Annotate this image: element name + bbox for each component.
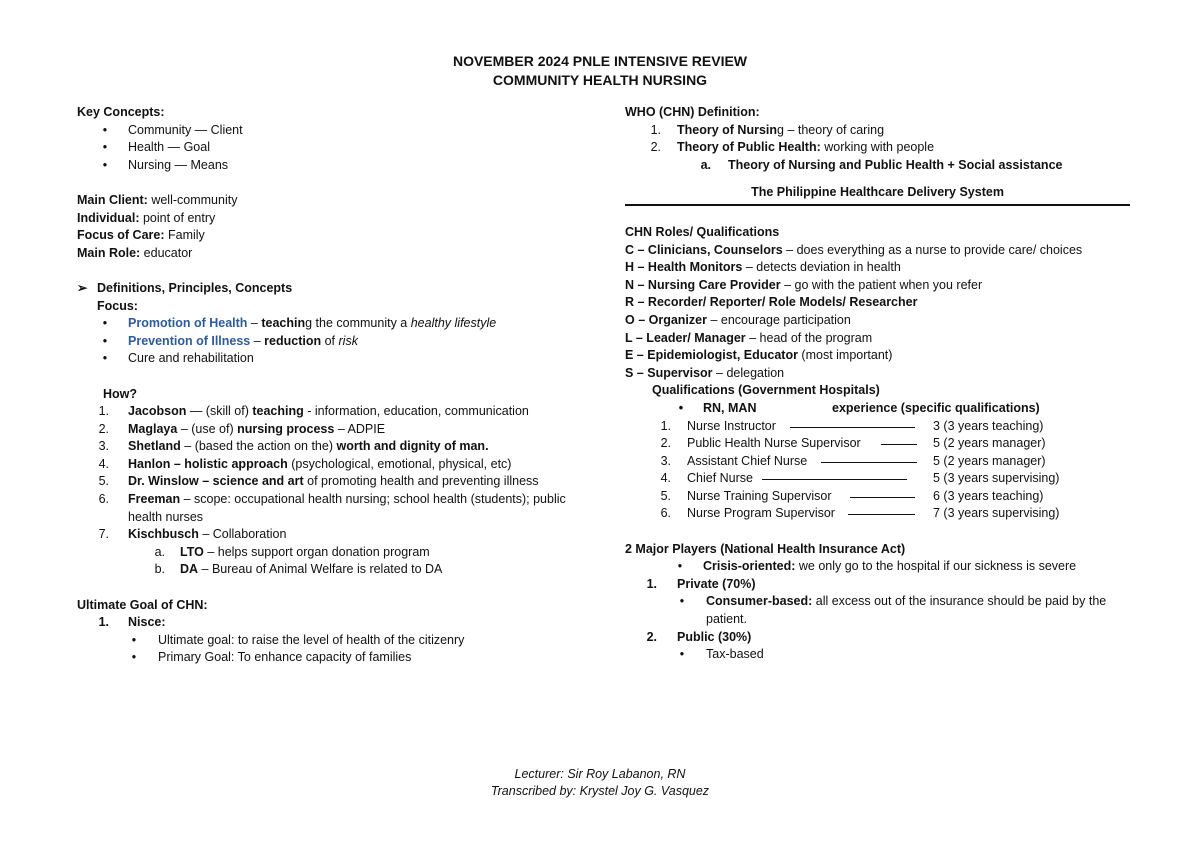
- key-concepts-heading: Key Concepts:: [77, 105, 165, 119]
- left-column: [77, 104, 577, 667]
- focus-line: Focus of Care: Family: [77, 228, 205, 243]
- list-item: 2. Public (30%): [646, 629, 752, 644]
- list-item: • Consumer-based: all excess out of the insurance should be paid by the patient.: [679, 594, 1107, 627]
- position-row: 6. Nurse Program Supervisor 7 (3 years supervising): [660, 506, 1060, 521]
- list-item: • Community — Client: [102, 122, 243, 137]
- list-item: 1. Theory of Nursing – theory of caring: [650, 122, 885, 137]
- role-item: S – Supervisor – delegation: [625, 365, 785, 380]
- transcriber-credit: Transcribed by: Krystel Joy G. Vasquez: [490, 784, 710, 798]
- list-item: • Tax-based: [679, 647, 764, 662]
- qualifications-heading: Qualifications (Government Hospitals): [652, 383, 880, 398]
- position-row: 4. Chief Nurse 5 (3 years supervising): [660, 471, 1060, 486]
- role-item: H – Health Monitors – detects deviation in health: [625, 260, 901, 275]
- qualifications-subheading: • RN, MAN experience (specific qualifications): [678, 400, 1040, 415]
- list-item: • Primary Goal: To enhance capacity of families: [131, 650, 412, 665]
- list-item: b. DA – Bureau of Animal Welfare is related to DA: [154, 562, 443, 577]
- list-item: 4. Hanlon – holistic approach (psychological, emotional, physical, etc): [98, 456, 512, 471]
- list-item: 1. Jacobson — (skill of) teaching - information, education, communication: [98, 404, 529, 419]
- definitions-heading: ➢ Definitions, Principles, Concepts: [77, 280, 577, 298]
- list-item: 5. Dr. Winslow – science and art of promoting health and preventing illness: [98, 474, 539, 489]
- who-heading: WHO (CHN) Definition:: [625, 105, 760, 119]
- list-item: • Crisis-oriented: we only go to the hospital if our sickness is severe: [677, 559, 1077, 574]
- main-client-line: Main Client: well-community: [77, 192, 238, 207]
- list-item: 7. Kischbusch – Collaboration: [98, 527, 287, 542]
- document-header: [0, 52, 1200, 90]
- role-item: O – Organizer – encourage participation: [625, 312, 851, 327]
- list-item: a. Theory of Nursing and Public Health + Social assistance: [700, 157, 1063, 172]
- list-item: • Prevention of Illness – reduction of risk: [102, 333, 358, 348]
- list-item: 1. Private (70%): [646, 576, 756, 591]
- list-item: 6. Freeman – scope: occupational health nursing; school health (students); public health nurses: [98, 492, 566, 524]
- position-row: 5. Nurse Training Supervisor 6 (3 years teaching): [660, 488, 1044, 503]
- list-item: a. LTO – helps support organ donation program: [154, 544, 430, 559]
- right-column: [625, 104, 1130, 664]
- role-line: Main Role: educator: [77, 245, 193, 260]
- role-item: R – Recorder/ Reporter/ Role Models/ Researcher: [625, 295, 918, 310]
- document-title: NOVEMBER 2024 PNLE INTENSIVE REVIEW: [452, 53, 748, 69]
- players-heading: 2 Major Players (National Health Insurance Act): [625, 541, 906, 556]
- section-title: The Philippine Healthcare Delivery System: [751, 185, 1004, 200]
- list-item: 1. Nisce:: [98, 615, 166, 630]
- focus-heading: Focus:: [97, 298, 138, 313]
- lecturer-credit: Lecturer: Sir Roy Labanon, RN: [514, 767, 686, 781]
- role-item: L – Leader/ Manager – head of the program: [625, 330, 873, 345]
- list-item: 2. Theory of Public Health: working with people: [650, 140, 935, 155]
- list-item: • Promotion of Health – teaching the community a healthy lifestyle: [102, 316, 497, 331]
- document-subtitle: COMMUNITY HEALTH NURSING: [492, 72, 708, 88]
- list-item: • Nursing — Means: [102, 157, 229, 172]
- position-row: 3. Assistant Chief Nurse 5 (2 years manager): [660, 453, 1046, 468]
- role-item: N – Nursing Care Provider – go with the patient when you refer: [625, 277, 983, 292]
- list-item: 2. Maglaya – (use of) nursing process – ADPIE: [98, 421, 386, 436]
- how-heading: How?: [103, 386, 138, 401]
- divider: [625, 204, 1130, 206]
- list-item: • Ultimate goal: to raise the level of health of the citizenry: [131, 632, 465, 647]
- position-row: 2. Public Health Nurse Supervisor 5 (2 years manager): [660, 436, 1046, 451]
- list-item: 3. Shetland – (based the action on the) worth and dignity of man.: [98, 439, 489, 454]
- list-item: • Health — Goal: [102, 140, 210, 155]
- role-item: C – Clinicians, Counselors – does everything as a nurse to provide care/ choices: [625, 242, 1083, 257]
- ultimate-goal-heading: Ultimate Goal of CHN:: [77, 597, 208, 612]
- document-footer: [0, 766, 1200, 800]
- arrow-bullet-icon: ➢: [77, 280, 88, 295]
- list-item: • Cure and rehabilitation: [102, 351, 254, 366]
- individual-line: Individual: point of entry: [77, 210, 216, 225]
- position-row: 1. Nurse Instructor 3 (3 years teaching): [660, 418, 1044, 433]
- role-item: E – Epidemiologist, Educator (most important): [625, 348, 893, 363]
- roles-heading: CHN Roles/ Qualifications: [625, 224, 780, 239]
